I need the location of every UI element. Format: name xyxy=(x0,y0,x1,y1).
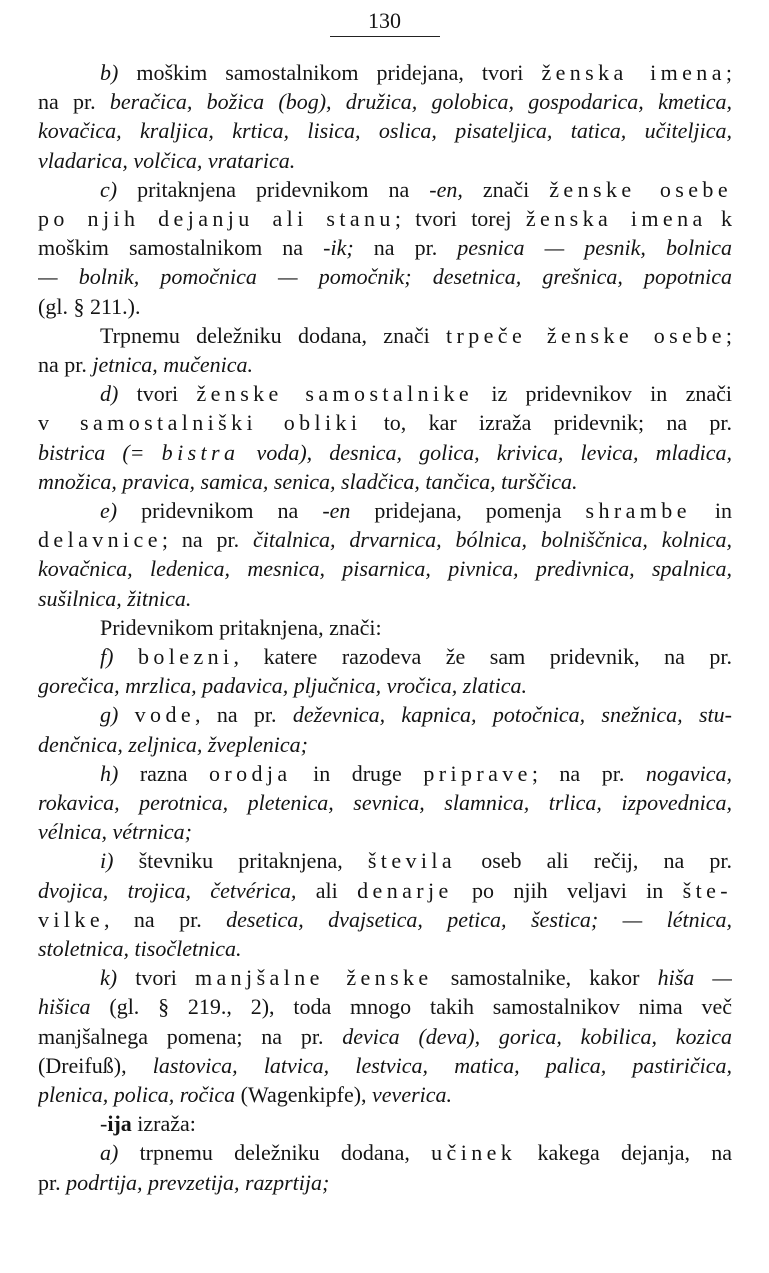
text-line: moškim samostalnikom na -ik; na pr. pesnica — pesnik, bolnica xyxy=(38,235,732,261)
text-line: k) tvori manjšalne ženske samostalnike, kakor hiša — xyxy=(100,965,732,991)
page-number: 130 xyxy=(368,8,401,33)
text-line: delavnice; na pr. čitalnica, drvarnica, bólnica, bolniščnica, kolnica, xyxy=(38,527,732,553)
text-line: (Dreifuß), lastovica, latvica, lestvica, matica, palica, pastiričica, xyxy=(38,1052,732,1078)
text-line: f) bolezni, katere razodeva že sam pridevnik, na pr. xyxy=(100,644,732,669)
text-line: b) moškim samostalnikom pridejana, tvori ženska imena; xyxy=(100,60,732,85)
text-line: Trpnemu deležniku dodana, znači trpeče ženske osebe; xyxy=(100,322,732,348)
text-line: a) trpnemu deležniku dodana, učinek kakega dejanja, na xyxy=(100,1140,732,1166)
text-line: stoletnica, tisočletnica. xyxy=(38,936,242,961)
text-line: manjšalnega pomena; na pr. devica (deva), gorica, kobilica, kozica xyxy=(38,1023,732,1049)
text-line: d) tvori ženske samostalnike iz pridevnikov in znači xyxy=(100,381,732,407)
text-line: Pridevnikom pritaknjena, znači: xyxy=(100,614,382,640)
text-line: gorečica, mrzlica, padavica, pljučnica, vročica, zlatica. xyxy=(38,673,527,699)
text-line: vladarica, volčica, vratarica. xyxy=(38,147,296,173)
text-line: po njih dejanju ali stanu; tvori torej ženska imena k xyxy=(38,206,732,231)
text-line: plenica, polica, ročica (Wagenkipfe), veverica. xyxy=(38,1082,453,1107)
text-line: (gl. § 211.). xyxy=(38,293,141,319)
text-line: h) razna orodja in druge priprave; na pr. nogavica, xyxy=(100,760,732,786)
text-line: e) pridevnikom na -en pridejana, pomenja shrambe in xyxy=(100,498,732,523)
text-line: denčnica, zeljnica, žveplenica; xyxy=(38,731,309,757)
text-line: na pr. jetnica, mučenica. xyxy=(38,352,254,377)
text-line: v samostalniški obliki to, kar izraža pridevnik; na pr. xyxy=(38,410,732,436)
text-line: — bolnik, pomočnica — pomočnik; desetnica, grešnica, popotnica xyxy=(38,264,732,290)
text-line: pr. podrtija, prevzetija, razprtija; xyxy=(38,1169,330,1195)
text-line: sušilnica, žitnica. xyxy=(38,585,192,611)
text-line: na pr. beračica, božica (bog), družica, golobica, gospodarica, kmetica, xyxy=(38,89,732,115)
text-line: kovačnica, ledenica, mesnica, pisarnica, pivnica, predivnica, spalnica, xyxy=(38,556,732,582)
text-line: kovačica, kraljica, krtica, lisica, oslica, pisateljica, tatica, učiteljica, xyxy=(38,118,732,144)
page-number-rule xyxy=(330,36,440,37)
text-line: -ija izraža: xyxy=(100,1111,196,1137)
text-line: g) vode, na pr. deževnica, kapnica, potočnica, snežnica, stu- xyxy=(100,702,732,728)
text-line: rokavica, perotnica, pletenica, sevnica, slamnica, trlica, izpovednica, xyxy=(38,790,732,815)
text-line: bistrica (= bistra voda), desnica, golica, krivica, levica, mladica, xyxy=(38,439,732,465)
text-line: c) pritaknjena pridevnikom na -en, znači ženske osebe xyxy=(100,176,732,202)
text-line: množica, pravica, samica, senica, sladčica, tančica, turščica. xyxy=(38,468,578,494)
text-line: dvojica, trojica, četvérica, ali denarje po njih veljavi in šte- xyxy=(38,877,732,903)
text-line: vilke, na pr. desetica, dvajsetica, petica, šestica; — létnica, xyxy=(38,906,732,932)
text-line: i) števniku pritaknjena, števila oseb ali rečij, na pr. xyxy=(100,848,732,874)
text-line: vélnica, vétrnica; xyxy=(38,819,192,845)
text-line: hišica (gl. § 219., 2), toda mnogo takih samostalnikov nima več xyxy=(38,994,732,1020)
